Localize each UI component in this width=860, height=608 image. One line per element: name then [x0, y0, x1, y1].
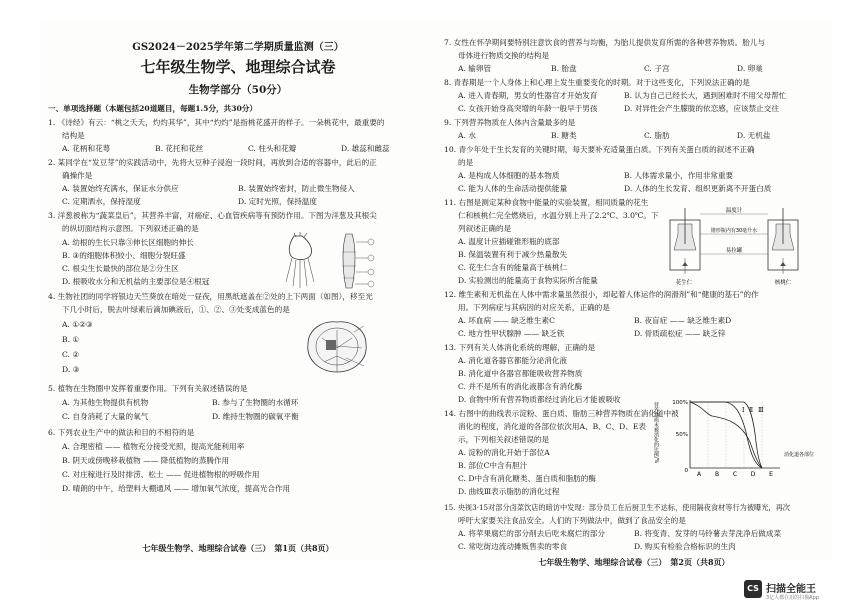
ytick-0: 0	[684, 468, 688, 474]
q11-line: 11. 右图是测定某种食物中能量的实验装置，相同质量的花生	[444, 198, 649, 207]
chart-ylabel: 营养物质未被消化的比例/%	[653, 402, 659, 464]
q8-option-b[interactable]: B. 认为自己已经长大，遇到困难时不用父母帮忙	[624, 91, 787, 100]
peanut-label: 花生仁	[675, 280, 693, 286]
watermark-sub: 3亿人都在用的扫描App	[766, 595, 819, 601]
q5-option-c[interactable]: C. 自身消耗了大量的氧气	[62, 412, 149, 421]
q5-option-d[interactable]: D. 维持生物圈的碳氧平衡	[212, 412, 299, 421]
xtick: D	[750, 471, 756, 478]
q3-option-d[interactable]: D. 根吸收水分和无机盐的主要部位是④根冠	[62, 277, 210, 286]
q13-option-b[interactable]: B. 消化道中各器官都能吸收营养物质	[458, 369, 583, 378]
curve-label: Ⅱ	[749, 407, 754, 414]
q4-option-c[interactable]: C. ②	[62, 350, 80, 359]
q9-line: 9. 下列营养物质在人体内含量最多的是	[444, 118, 576, 127]
q2-option-c[interactable]: C. 定期洒水，保持湿度	[62, 197, 141, 206]
q9-option-d[interactable]: D. 无机盐	[737, 131, 771, 140]
q1-option-a[interactable]: A. 花柄和花萼	[62, 144, 111, 153]
watermark-name: 扫描全能王	[766, 584, 816, 595]
leaf-diagram	[302, 318, 372, 376]
q4-line: 下几小时后，脱去叶绿素后滴加碘液后，①、②、③处变成蓝色的是	[62, 305, 290, 314]
q8-option-a[interactable]: A. 进入青春期，男女的性器官才开始发育	[458, 91, 598, 100]
q11-option-c[interactable]: C. 花生仁含有的能量高于核桃仁	[458, 263, 568, 272]
q15-option-d[interactable]: D. 购买有检验合格标识的生肉	[634, 542, 736, 551]
onion-root-diagram	[276, 232, 386, 294]
q10-options	[458, 171, 733, 181]
q2-option-b[interactable]: B. 装置始终密封，防止微生物侵入	[238, 184, 355, 193]
q15-option-a[interactable]: A. 将苹果腐烂的部分削去后吃未腐烂的部分	[458, 529, 605, 538]
q4-option-b[interactable]: B. ①	[62, 335, 80, 344]
q9-option-a[interactable]: A. 水	[458, 131, 476, 140]
q15-line: 呼吁大家要关注食品安全。人们的下列做法中，做到了食品安全的是	[458, 516, 686, 525]
q7-line: 母体进行物质交换的结构是	[458, 51, 550, 60]
q15-options	[458, 529, 781, 539]
q14-line: 14. 右图中的曲线表示淀粉、蛋白质、脂肪三种营养物质在消化道中被	[444, 409, 679, 418]
q13-option-d[interactable]: D. 食物中所有营养物质都经过消化后才能被吸收	[458, 395, 621, 404]
q1-option-b[interactable]: B. 花托和花丝	[155, 144, 204, 153]
xtick: C	[732, 471, 738, 478]
q2-line: 2. 某同学在“发豆芽”的实践活动中，先将大豆种子浸泡一段时间，再放到合适的容器中，此后的正	[48, 158, 377, 167]
q5-options	[62, 398, 298, 408]
q10-option-c[interactable]: C. 能为人体的生命活动提供能量	[458, 184, 568, 193]
q3-line: 3. 洋葱被称为“蔬菜皇后”，其营养丰富，对癌症、心血管疾病等有预防作用。下图为洋葱及其根尖	[48, 211, 377, 220]
digestion-chart	[650, 392, 826, 480]
q5-line: 5. 植物在生物圈中发挥着重要作用。下列有关叙述错误的是	[48, 384, 248, 393]
q2-options	[62, 197, 317, 207]
q12-option-d[interactable]: D. 骨质疏松症 —— 缺乏锌	[634, 329, 726, 338]
page-2-footer: 七年级生物学、地理综合试卷（三） 第2页（共8页）	[538, 557, 730, 567]
q11-line: 列叙述正确的是	[458, 224, 512, 233]
scanner-watermark	[744, 578, 854, 604]
q10-line: 10. 青少年处于生长发育的关键时期，每天要补充适量蛋白质。下列有关蛋白质的叙述不正确	[444, 145, 755, 154]
q9-options	[458, 131, 770, 141]
q7-line: 7. 女性在怀孕期间要特别注意饮食的营养与均衡，为胎儿提供发育所需的各种营养物质。胎儿与	[444, 38, 765, 47]
q14-option-b[interactable]: B. 部位C中含有胆汁	[458, 461, 528, 470]
q3-line: 的纵切面结构示意图。下列叙述正确的是	[62, 224, 199, 233]
q1-line: 结构是	[62, 131, 85, 140]
q12-option-b[interactable]: B. 夜盲症 —— 缺乏维生素D	[634, 316, 732, 325]
q1-option-c[interactable]: C. 柱头和花瓣	[248, 144, 297, 153]
curve-label: Ⅰ	[742, 407, 745, 414]
q6-option-b[interactable]: B. 阴天或傍晚移栽植物 —— 降低植物的蒸腾作用	[62, 456, 230, 465]
q8-line: 8. 青春期是一个人身体上和心理上发生重要变化的时期。对于这些变化，下列说法正确的是	[444, 78, 750, 87]
q11-option-b[interactable]: B. 保温装置有利于减少热量散失	[458, 250, 568, 259]
xtick: E	[769, 471, 773, 478]
q10-line: 的是	[458, 158, 474, 167]
ytick-50: 50%	[675, 432, 688, 438]
curve-label: Ⅲ	[758, 407, 764, 414]
q11-option-d[interactable]: D. 实验测出的能量高于食物实际所含能量	[458, 276, 598, 285]
q13-line: 13. 下列有关人体消化系统的理解，正确的是	[444, 343, 596, 352]
geranium-leaf-figure	[302, 318, 372, 376]
q1-options	[62, 144, 390, 154]
q10-options	[458, 184, 771, 194]
q2-line: 确操作是	[62, 171, 93, 180]
q14-line: 示，下列相关叙述错误的是	[458, 435, 550, 444]
q3-option-b[interactable]: B. ③的细胞体积较小、细胞分裂旺盛	[62, 251, 186, 260]
q3-option-c[interactable]: C. 根尖生长最快的部位是②分生区	[62, 264, 179, 273]
q12-options	[458, 329, 725, 339]
q14-option-d[interactable]: D. 曲线Ⅲ表示脂肪的消化过程	[458, 487, 560, 496]
q5-option-a[interactable]: A. 为其他生物提供有机物	[62, 398, 149, 407]
q1-line: 1. 《诗经》有云：“桃之夭夭，灼灼其华”，其中“灼灼”是指桃花盛开的样子。一朵桃花中，最重要的	[48, 118, 385, 127]
q8-option-c[interactable]: C. 女孩开始身高突增的年龄一般早于男孩	[458, 104, 598, 113]
q2-options	[62, 184, 355, 194]
xtick: A	[696, 471, 702, 478]
q7-option-a[interactable]: A. 输卵管	[458, 64, 492, 73]
part1-heading: 一、单项选择题（本题包括20道题目，每题1.5分，共30分）	[48, 104, 257, 113]
exam-title: 七年级生物学、地理综合试卷	[140, 58, 336, 76]
q1-option-d[interactable]: D. 雄蕊和雌蕊	[341, 144, 390, 153]
calorimeter-figure	[664, 204, 804, 288]
exam-page-1	[40, 20, 436, 560]
section-title: 生物学部分（50分）	[188, 84, 288, 96]
exam-code: GS2024－2025学年第二学期质量监测（三）	[132, 42, 344, 53]
q5-options	[62, 412, 299, 422]
q15-option-c[interactable]: C. 常吃街边流动摊贩售卖的零食	[458, 542, 568, 551]
q12-line: 用。下列病症与其病因的对应关系，正确的是	[458, 303, 610, 312]
q12-options	[458, 316, 731, 326]
q15-options	[458, 542, 736, 552]
q10-option-d[interactable]: D. 人体的生长发育、组织更新离不开蛋白质	[624, 184, 772, 193]
q14-option-a[interactable]: A. 淀粉的消化开始于部位A	[458, 448, 550, 457]
q9-option-c[interactable]: C. 脂肪	[644, 131, 670, 140]
q10-option-a[interactable]: A. 是构成人体细胞的基本物质	[458, 171, 560, 180]
ytick-100: 100%	[672, 400, 688, 406]
q4-option-a[interactable]: A. ①②③	[62, 320, 93, 329]
calorimeter-diagram	[664, 204, 804, 288]
q12-option-a[interactable]: A. 坏血病 —— 缺乏维生素C	[458, 316, 555, 325]
q15-option-b[interactable]: B. 将变青、发芽的马铃薯去芽洗净后做成菜	[634, 529, 782, 538]
q12-line: 12. 维生素和无机盐在人体中需求量虽然很小，却起着人体运作的润滑剂”和“健康的基石”的作	[444, 290, 759, 299]
q6-option-a[interactable]: A. 合理密植 —— 植物充分接受光照，提高光能利用率	[62, 442, 245, 451]
q12-option-c[interactable]: C. 地方性甲状腺肿 —— 缺乏铁	[458, 329, 565, 338]
q3-option-a[interactable]: A. 幼根的生长只靠③伸长区细胞的伸长	[62, 238, 194, 247]
xtick: B	[714, 471, 720, 478]
q4-line: 4. 生物社团的同学将银边天竺葵放在暗处一昼夜，用黑纸遮盖在②处的上下两面（如图），移至光	[48, 292, 373, 301]
q4-option-d[interactable]: D. ③	[62, 365, 80, 374]
q7-option-c[interactable]: C. 子宫	[644, 64, 670, 73]
q13-option-a[interactable]: A. 消化道各器官都能分泌消化液	[458, 356, 568, 365]
camscanner-logo: CS	[744, 580, 762, 598]
q10-option-b[interactable]: B. 人体需求量小，作用非常重要	[624, 171, 734, 180]
q6-option-d[interactable]: D. 晴朗的中午，给塑料大棚通风 —— 增加氧气浓度，提高光合作用	[62, 484, 291, 493]
q13-option-c[interactable]: C. 并不是所有的消化液都含有消化酶	[458, 382, 583, 391]
digestion-chart-svg	[650, 392, 826, 480]
q7-option-d[interactable]: D. 卵巢	[737, 64, 763, 73]
q8-option-d[interactable]: D. 对异性会产生朦胧的依恋感，应该禁止交往	[624, 104, 779, 113]
thermometer-label: 温度计	[725, 208, 743, 214]
page-1-footer: 七年级生物学、地理综合试卷（三） 第1页（共8页）	[142, 543, 334, 553]
can-label: 易拉罐	[725, 248, 743, 254]
onion-root-figure	[276, 232, 386, 294]
q15-line: 15. 央视3·15对部分卤菜饮店的暗访中发现：部分员工在后厨卫生不达标，使用隔夜食材等行为被曝光，再次	[444, 503, 790, 512]
exam-page-2	[436, 20, 832, 567]
q6-option-c[interactable]: C. 对庄稼进行及时排涝、松土 —— 促进植物根的呼吸作用	[62, 470, 260, 479]
q14-line: 消化的程度，消化道的各部位依次用A、B、C、D、E表	[458, 422, 646, 431]
walnut-label: 核桃仁	[774, 280, 792, 286]
q5-option-b[interactable]: B. 参与了生物圈的水循环	[212, 398, 299, 407]
flask-label: 锥形瓶内有30毫升水	[710, 228, 758, 234]
q14-option-c[interactable]: C. D中含有消化糖类、蛋白质和脂肪的酶	[458, 474, 596, 483]
q2-option-a[interactable]: A. 装置始终充满水，保证水分供应	[62, 184, 179, 193]
q11-line: 仁和核桃仁完全燃烧后，水温分别上升了2.2℃、3.0℃。下	[458, 211, 659, 220]
q7-options	[458, 64, 763, 74]
q7-option-b[interactable]: B. 胎盘	[551, 64, 577, 73]
chart-xlabel: 消化道各部位	[784, 452, 815, 458]
q9-option-b[interactable]: B. 糖类	[551, 131, 577, 140]
q11-option-a[interactable]: A. 温度计应插碰锥形瓶的底部	[458, 237, 560, 246]
q8-options	[458, 104, 779, 114]
q2-option-d[interactable]: D. 定时光照，保持温度	[238, 197, 317, 206]
q6-line: 6. 下列农业生产中的做法和目的不相符的是	[48, 428, 195, 437]
q8-options	[458, 91, 786, 101]
